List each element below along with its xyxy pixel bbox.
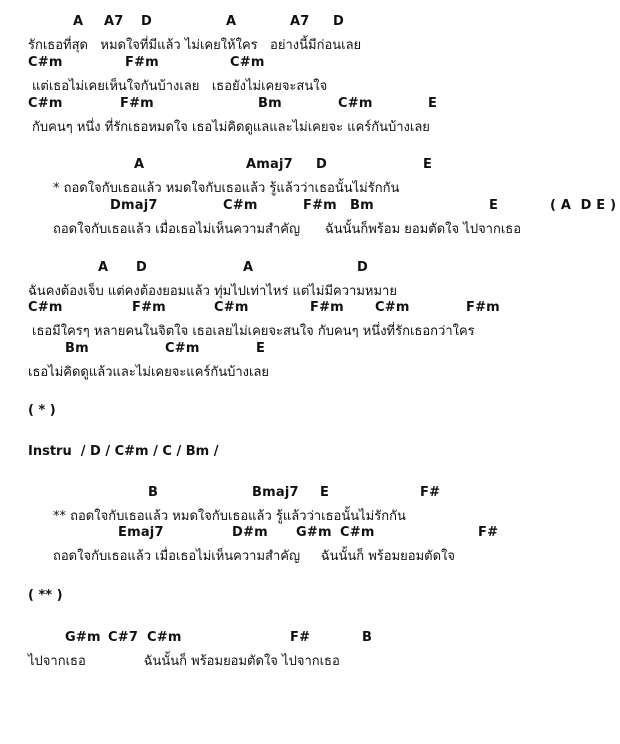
chord: C#m [28, 55, 63, 70]
chord: A [243, 260, 254, 275]
chord: E [256, 341, 266, 356]
instrumental-line: Instru / D / C#m / C / Bm / [28, 444, 219, 459]
chord: B [148, 485, 159, 500]
chord-row [0, 630, 620, 650]
chord: ( A D E ) [550, 198, 617, 213]
chord: F#m [466, 300, 500, 315]
chord: C#m [375, 300, 410, 315]
chord: D#m [232, 525, 268, 540]
lyric: เธอไม่คิดดูแล้วและไม่เคยจะแคร์กันบ้างเลย [28, 365, 270, 380]
chord: C#m [28, 300, 63, 315]
chord: D [141, 14, 152, 29]
lyric-row [0, 650, 620, 670]
chord: E [320, 485, 330, 500]
chord-row [0, 157, 620, 177]
chord: A [98, 260, 109, 275]
chord: A [73, 14, 84, 29]
chord-row [0, 198, 620, 218]
lyric-row [0, 116, 620, 136]
chord: Amaj7 [246, 157, 293, 172]
chord: C#m [214, 300, 249, 315]
chord: F# [478, 525, 499, 540]
chord: C#m [223, 198, 258, 213]
chord: F# [420, 485, 441, 500]
chord: C#m [340, 525, 375, 540]
chord: D [333, 14, 344, 29]
lyric: ถอดใจกับเธอแล้ว เมื่อเธอไม่เห็นความสำคัญ ฉันนั้นก็ พร้อมยอมตัดใจ [53, 549, 456, 564]
chord: A [134, 157, 145, 172]
chord: G#m [65, 630, 101, 645]
chord: D [357, 260, 368, 275]
chord: C#7 [108, 630, 139, 645]
chord: C#m [165, 341, 200, 356]
chord: Bm [65, 341, 89, 356]
lyric: เธอมีใครๆ หลายคนในจิตใจ เธอเลยไม่เคยจะสนใจ กับคนๆ หนึ่งที่รักเธอกว่าใคร [32, 324, 475, 339]
lyric: ไปจากเธอ ฉันนั้นก็ พร้อมยอมตัดใจ ไปจากเธอ [28, 654, 340, 669]
repeat-chorus2-marker: ( ** ) [28, 588, 63, 603]
chord: E [489, 198, 499, 213]
lyric: ** ถอดใจกับเธอแล้ว หมดใจกับเธอแล้ว รู้แล้วว่าเธอนั้นไม่รักกัน [53, 509, 406, 524]
chord-row [0, 525, 620, 545]
chord: A7 [104, 14, 124, 29]
lyric-row [0, 545, 620, 565]
chord: G#m [296, 525, 332, 540]
chord: E [423, 157, 433, 172]
chord: F#m [125, 55, 159, 70]
chord-row [0, 260, 620, 280]
chord: C#m [230, 55, 265, 70]
lyric: * ถอดใจกับเธอแล้ว หมดใจกับเธอแล้ว รู้แล้วว่าเธอนั้นไม่รักกัน [53, 181, 400, 196]
chord-row [0, 485, 620, 505]
lyric: รักเธอที่สุด หมดใจที่มีแล้ว ไม่เคยให้ใคร อย่างนี้มีก่อนเลย [28, 38, 362, 53]
lyric-row [0, 75, 620, 95]
chord: F#m [310, 300, 344, 315]
lyric-row [0, 505, 620, 525]
chord-row [0, 96, 620, 116]
lyric-row [0, 320, 620, 340]
lyric-row [0, 218, 620, 238]
chord: Bm [350, 198, 374, 213]
lyric-row [0, 34, 620, 54]
chord: D [136, 260, 147, 275]
chord: D [316, 157, 327, 172]
chord: E [428, 96, 438, 111]
chord: C#m [147, 630, 182, 645]
chord-row [0, 55, 620, 75]
chord: Bm [258, 96, 282, 111]
chord: C#m [338, 96, 373, 111]
chord: A [226, 14, 237, 29]
lyric-row [0, 280, 620, 300]
lyric: กับคนๆ หนึ่ง ที่รักเธอหมดใจ เธอไม่คิดดูแลและไม่เคยจะ แคร์กันบ้างเลย [32, 120, 430, 135]
repeat-chorus-marker: ( * ) [28, 403, 56, 418]
chord: F#m [132, 300, 166, 315]
chord: Emaj7 [118, 525, 164, 540]
chord: F#m [303, 198, 337, 213]
lyric-row [0, 361, 620, 381]
chord: A7 [290, 14, 310, 29]
chord-row [0, 14, 620, 34]
chord: F# [290, 630, 311, 645]
lyric: ฉันคงต้องเจ็บ แต่คงต้องยอมแล้ว ทุ่มไปเท่าไหร่ แต่ไม่มีความหมาย [28, 284, 397, 299]
lyric: ถอดใจกับเธอแล้ว เมื่อเธอไม่เห็นความสำคัญ ฉันนั้นก็พร้อม ยอมตัดใจ ไปจากเธอ [53, 222, 522, 237]
chord: C#m [28, 96, 63, 111]
chord: Dmaj7 [110, 198, 158, 213]
chord-row [0, 300, 620, 320]
lyric-row [0, 177, 620, 197]
chord: Bmaj7 [252, 485, 299, 500]
chord: F#m [120, 96, 154, 111]
chord: B [362, 630, 373, 645]
lyric: แต่เธอไม่เคยเห็นใจกันบ้างเลย เธอยังไม่เคยจะสนใจ [32, 79, 328, 94]
chord-row [0, 341, 620, 361]
